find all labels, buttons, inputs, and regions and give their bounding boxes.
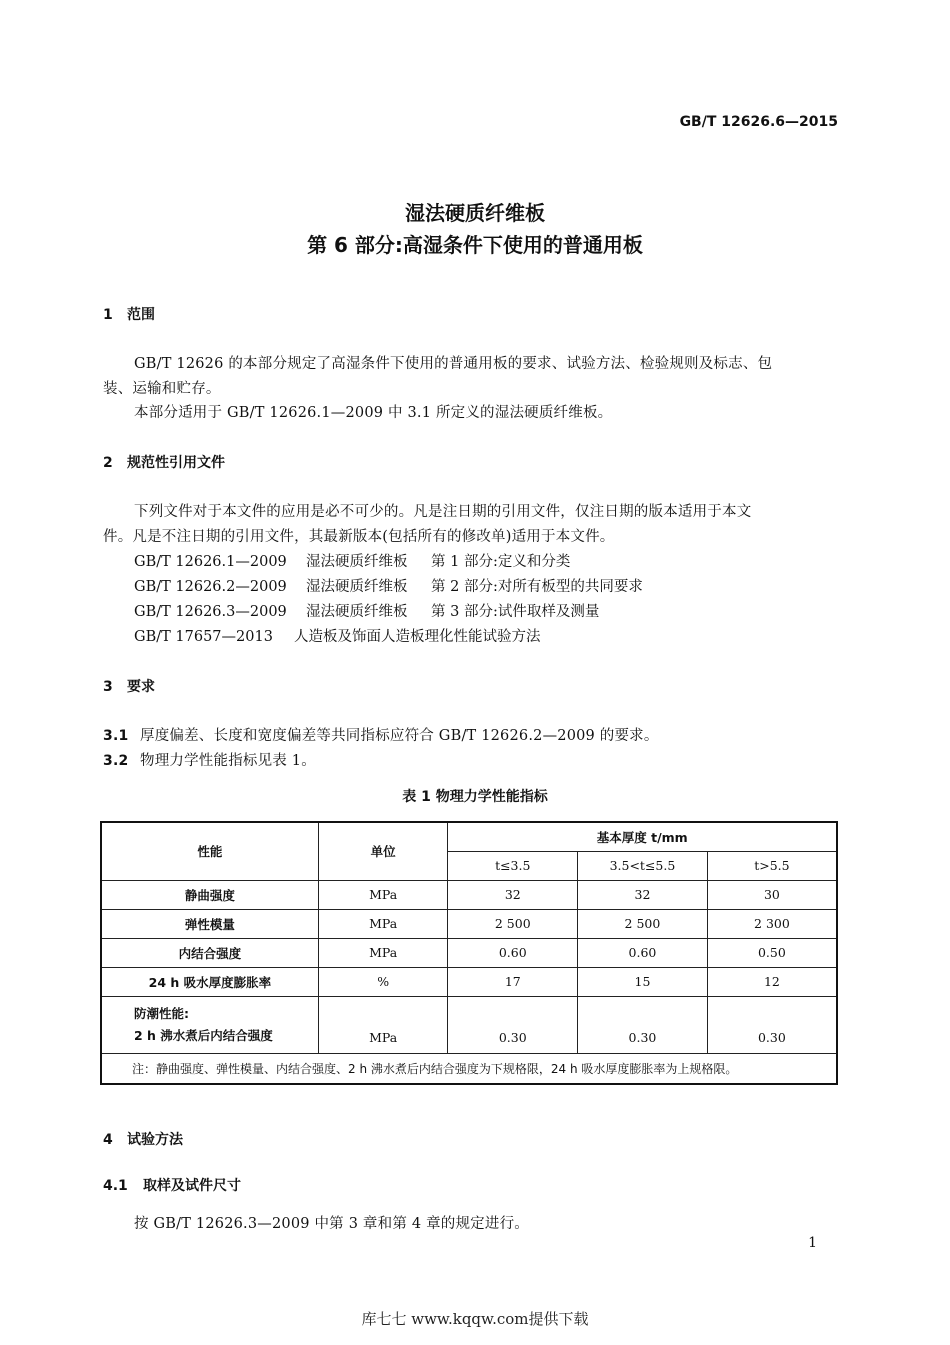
cell-property: 弹性模量 <box>101 909 318 938</box>
section-number: 3 <box>103 679 113 695</box>
table-row <box>101 938 837 967</box>
cell-property: 静曲强度 <box>101 880 318 909</box>
cell-unit: MPa <box>318 909 448 938</box>
cell-unit: MPa <box>318 938 448 967</box>
clause-number: 4.1 <box>103 1178 128 1194</box>
doc-title-line2: 第 6 部分:高湿条件下使用的普通用板 <box>307 233 643 257</box>
cell-value: 2 500 <box>578 909 708 938</box>
paragraph: GB/T 12626 的本部分规定了高湿条件下使用的普通用板的要求、试验方法、检验规则及标志、包 <box>134 356 773 372</box>
section-title: 范围 <box>127 307 155 323</box>
cell-value: 32 <box>448 880 578 909</box>
section-2-heading <box>103 452 225 472</box>
paragraph: 装、运输和贮存。 <box>103 381 221 397</box>
reference-code: GB/T 12626.2—2009 <box>134 579 287 595</box>
cell-unit: MPa <box>318 996 448 1053</box>
table-row <box>101 909 837 938</box>
reference-name: 湿法硬质纤维板 <box>306 604 408 620</box>
table-note: 注：静曲强度、弹性模量、内结合强度、2 h 沸水煮后内结合强度为下规格限，24 h 吸水厚度膨胀率为上规格限。 <box>101 1053 837 1084</box>
reference-part: 第 2 部分:对所有板型的共同要求 <box>431 579 643 595</box>
table-caption: 表 1 物理力学性能指标 <box>402 789 548 805</box>
cell-value: 15 <box>578 967 708 996</box>
paragraph: 本部分适用于 GB/T 12626.1—2009 中 3.1 所定义的湿法硬质纤维板。 <box>134 405 613 421</box>
clause-3-1 <box>103 724 659 745</box>
clause-text: 物理力学性能指标见表 1。 <box>140 753 316 769</box>
cell-value: 0.30 <box>707 996 837 1053</box>
reference-part: 第 1 部分:定义和分类 <box>431 554 571 570</box>
section-number: 1 <box>103 307 113 323</box>
standard-code: GB/T 12626.6—2015 <box>679 114 838 130</box>
table-row <box>101 967 837 996</box>
page-number: 1 <box>808 1235 817 1251</box>
paragraph: 件。凡是不注日期的引用文件，其最新版本(包括所有的修改单)适用于本文件。 <box>103 529 615 545</box>
cell-value: 12 <box>707 967 837 996</box>
cell-property <box>101 996 318 1053</box>
reference-code: GB/T 17657—2013 <box>134 629 273 645</box>
section-title: 规范性引用文件 <box>127 455 225 471</box>
cell-value: 0.30 <box>448 996 578 1053</box>
section-4-heading <box>103 1129 183 1149</box>
cell-value: 0.60 <box>448 938 578 967</box>
cell-property: 内结合强度 <box>101 938 318 967</box>
cell-unit: % <box>318 967 448 996</box>
paragraph: 下列文件对于本文件的应用是必不可少的。凡是注日期的引用文件，仅注日期的版本适用于本文 <box>134 504 752 520</box>
reference-item <box>134 575 643 596</box>
clause-number: 3.2 <box>103 753 129 769</box>
cell-value: 2 300 <box>707 909 837 938</box>
cell-property: 24 h 吸水厚度膨胀率 <box>101 967 318 996</box>
table-row <box>101 996 837 1053</box>
cell-value: 0.30 <box>578 996 708 1053</box>
moisture-label-1: 防潮性能: <box>134 1005 189 1021</box>
properties-table <box>100 821 838 1085</box>
cell-value: 0.60 <box>578 938 708 967</box>
reference-item <box>134 550 570 571</box>
cell-value: 0.50 <box>707 938 837 967</box>
clause-3-2 <box>103 749 316 770</box>
cell-value: 2 500 <box>448 909 578 938</box>
reference-code: GB/T 12626.3—2009 <box>134 604 287 620</box>
section-title: 试验方法 <box>127 1132 183 1148</box>
reference-code: GB/T 12626.1—2009 <box>134 554 287 570</box>
section-3-heading <box>103 676 155 696</box>
header-unit: 单位 <box>318 822 448 880</box>
cell-value: 17 <box>448 967 578 996</box>
table-row <box>101 880 837 909</box>
section-number: 4 <box>103 1132 113 1148</box>
reference-name: 湿法硬质纤维板 <box>306 579 408 595</box>
header-thickness-group: 基本厚度 t/mm <box>448 822 837 851</box>
reference-part: 第 3 部分:试件取样及测量 <box>431 604 600 620</box>
moisture-label-2: 2 h 沸水煮后内结合强度 <box>134 1027 273 1043</box>
header-thickness-1: t≤3.5 <box>448 851 578 880</box>
reference-name: 湿法硬质纤维板 <box>306 554 408 570</box>
cell-value: 32 <box>578 880 708 909</box>
section-title: 要求 <box>127 679 155 695</box>
clause-number: 3.1 <box>103 728 129 744</box>
section-1-heading <box>103 304 155 324</box>
table-note-row <box>101 1053 837 1084</box>
reference-item <box>134 600 599 621</box>
paragraph: 按 GB/T 12626.3—2009 中第 3 章和第 4 章的规定进行。 <box>134 1216 529 1232</box>
header-thickness-3: t>5.5 <box>707 851 837 880</box>
header-thickness-2: 3.5<t≤5.5 <box>578 851 708 880</box>
header-property: 性能 <box>101 822 318 880</box>
doc-title-line1: 湿法硬质纤维板 <box>405 201 545 225</box>
clause-4-1-heading <box>103 1175 241 1195</box>
clause-title: 取样及试件尺寸 <box>143 1178 241 1194</box>
cell-unit: MPa <box>318 880 448 909</box>
reference-item <box>134 625 541 646</box>
reference-name: 人造板及饰面人造板理化性能试验方法 <box>294 629 541 645</box>
section-number: 2 <box>103 455 113 471</box>
clause-text: 厚度偏差、长度和宽度偏差等共同指标应符合 GB/T 12626.2—2009 的要求。 <box>140 728 659 744</box>
cell-value: 30 <box>707 880 837 909</box>
download-footer: 库七七 www.kqqw.com提供下载 <box>361 1310 589 1328</box>
